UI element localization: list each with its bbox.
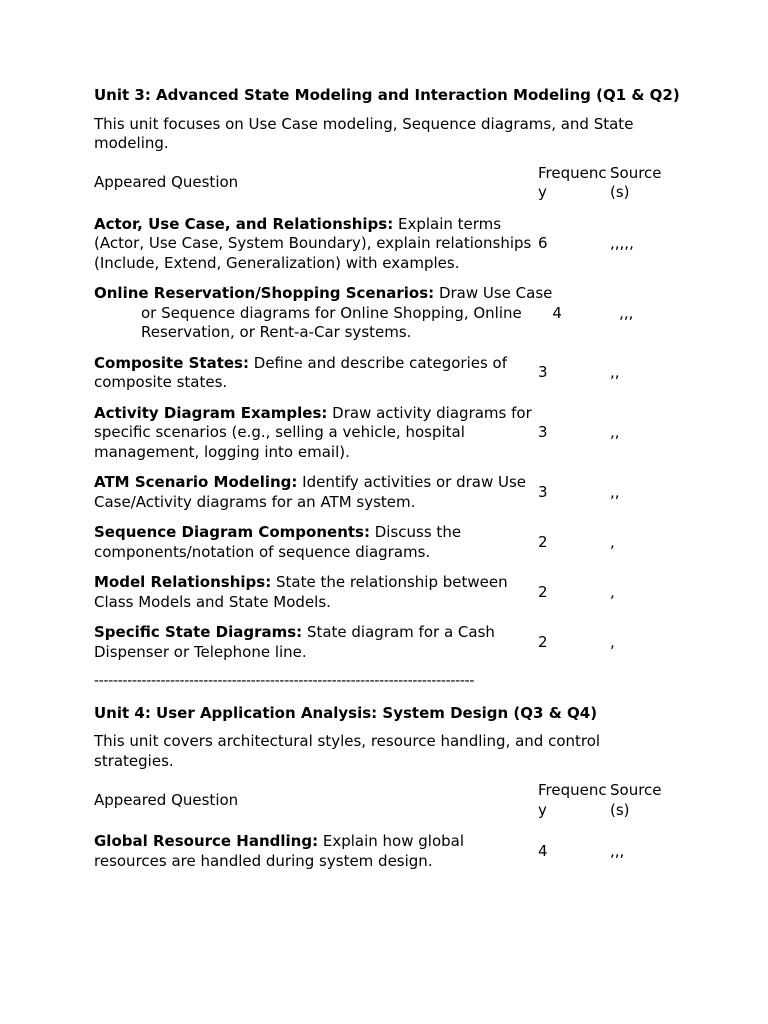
question-cell [94,404,538,463]
question-title: Global Resource Handling: [94,832,319,850]
unit-4-section [94,704,684,872]
frequency-cell: 4 [538,841,548,860]
question-text: Explain terms (Actor, Use Case, System Boundary), explain relationships (Include, Extend, Generalization) with examples. [94,214,532,272]
header-sources: Source(s) [610,781,662,819]
question-title: Model Relationships: [94,573,272,591]
table-header-row [94,164,684,203]
question-text: Draw activity diagrams for specific scenarios (e.g., selling a vehicle, hospital management, logging into email). [94,403,532,461]
question-text: Discuss the components/notation of sequence diagrams. [94,523,462,561]
question-cell [94,832,538,871]
frequency-cell: 2 [538,532,548,551]
table-header-row [94,781,684,820]
table-row [94,573,684,612]
sources-cell: , [610,632,615,651]
sources-cell: ,,, [619,303,634,322]
question-cell [94,573,538,612]
question-cell [94,523,538,562]
question-text: Draw Use Case or Sequence diagrams for Online Shopping, Online Reservation, or Rent-a-Car systems. [141,284,553,341]
question-title: ATM Scenario Modeling: [94,473,298,491]
frequency-cell: 3 [538,482,548,501]
table-row [94,404,684,463]
question-cell [94,215,538,274]
question-title: Online Reservation/Shopping Scenarios: [94,284,435,302]
table-row [94,832,684,871]
frequency-cell: 4 [552,303,562,322]
sources-cell: ,, [610,363,620,382]
question-text: State diagram for a Cash Dispenser or Telephone line. [94,623,495,661]
sources-cell: , [610,582,615,601]
sources-cell: ,, [610,423,620,441]
header-sources: Source(s) [610,163,662,201]
table-row [94,623,684,662]
frequency-cell: 3 [538,363,548,382]
frequency-cell: 6 [538,234,548,252]
unit-4-intro: This unit covers architectural styles, resource handling, and control strategies. [94,732,601,770]
frequency-cell: 2 [538,582,548,601]
question-title: Composite States: [94,353,249,372]
unit-3-intro: This unit focuses on Use Case modeling, Sequence diagrams, and State modeling. [94,114,634,152]
question-text: Identify activities or draw Use Case/Activity diagrams for an ATM system. [94,473,527,511]
question-title: Specific State Diagrams: [94,623,303,641]
sources-cell: ,,, [610,841,625,860]
question-title: Actor, Use Case, and Relationships: [94,214,394,233]
question-cell [94,354,538,393]
table-row [94,215,684,274]
sources-cell: , [610,532,615,551]
question-title: Sequence Diagram Components: [94,523,370,541]
unit-3-heading: Unit 3: Advanced State Modeling and Interaction Modeling (Q1 & Q2) [94,86,680,104]
table-row [94,473,684,512]
header-question: Appeared Question [94,790,239,809]
question-cell [94,284,552,343]
question-text: Define and describe categories of composite states. [94,353,508,391]
question-text: State the relationship between Class Models and State Models. [94,573,508,611]
document-content [94,86,684,871]
unit-4-heading: Unit 4: User Application Analysis: System Design (Q3 & Q4) [94,703,598,722]
table-row [94,523,684,562]
question-cell [94,473,538,512]
section-divider: -------------------------------------------------------------------------------- [94,673,475,689]
sources-cell: ,,,,, [610,234,634,252]
frequency-cell: 3 [538,423,548,441]
question-cell [94,623,538,662]
table-row [94,284,684,343]
question-title: Activity Diagram Examples: [94,403,328,422]
unit-3-section [94,86,684,662]
table-row [94,354,684,393]
header-frequency: Frequency [538,781,607,819]
frequency-cell: 2 [538,632,548,651]
header-question: Appeared Question [94,173,239,192]
header-frequency: Frequency [538,163,607,201]
question-text: Explain how global resources are handled during system design. [94,832,465,870]
sources-cell: ,, [610,482,620,501]
